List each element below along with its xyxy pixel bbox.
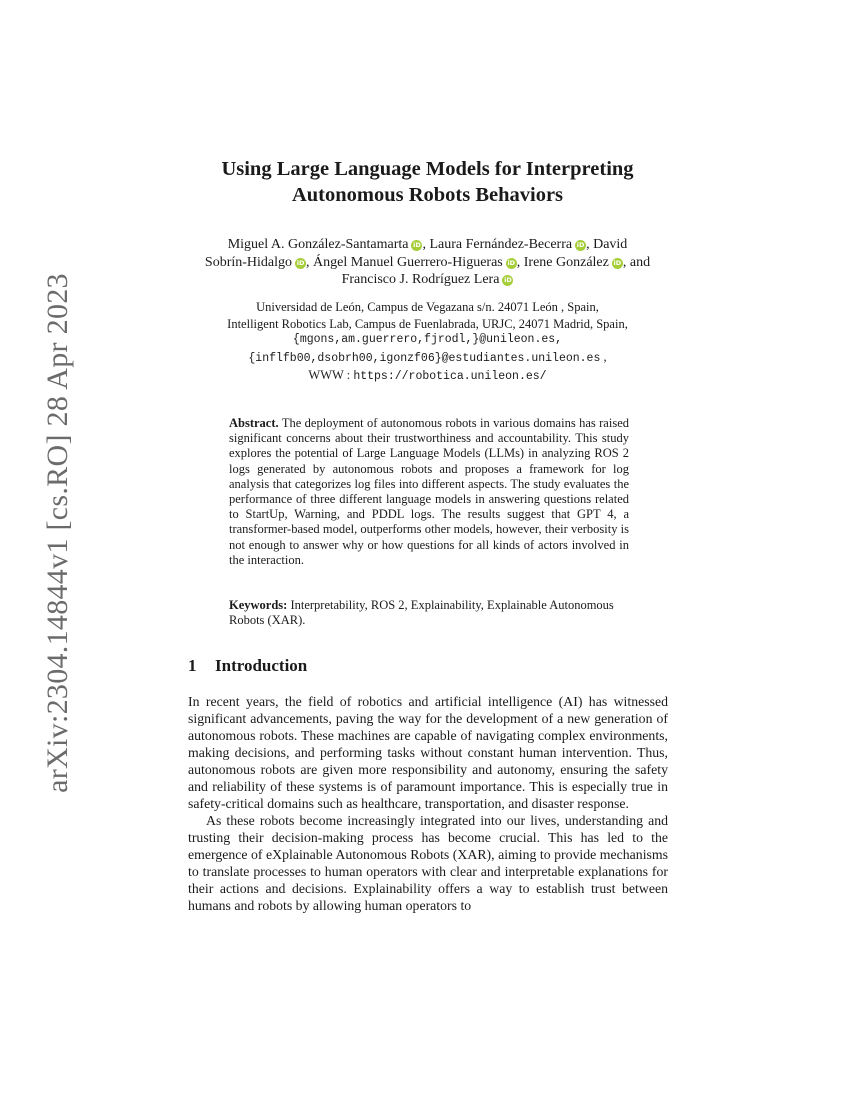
abstract-text: The deployment of autonomous robots in various domains has raised significant concerns about their trustworthiness and accountability. This study explores the potential of Large Language Models (LLMs) in analyzing ROS 2 logs generated by autonomous robots and proposes a framework for log analysis that categorizes log files into different aspects. The study evaluates the performance of three different language models in answering questions related to StartUp, Warning, and PDDL logs. The results suggest that GPT 4, a transformer-based model, outperforms other models, however, their verbosity is not enough to answer why or how questions for all kinds of actors involved in the interaction. [229,416,629,567]
author-separator: , [422,237,430,252]
author-line-2 [185,254,670,272]
author-separator: , [516,254,524,270]
orcid-icon[interactable]: iD [613,258,622,267]
paper-title [185,156,670,208]
website-line [185,367,670,386]
email-text: {inflfb00,dsobrh00,igonzf06}@estudiantes.unileon.es [248,351,601,365]
author-name: Ángel Manuel Guerrero-Higueras [313,254,503,270]
orcid-icon[interactable]: iD [413,241,421,249]
author-name: Francisco J. Rodríguez Lera [341,272,500,287]
title-line-1: Using Large Language Models for Interpreting [221,158,634,180]
author-separator: , [586,237,594,252]
orcid-icon[interactable]: iD [296,258,305,267]
website-label: WWW : [308,368,354,382]
affiliation-line: Intelligent Robotics Lab, Campus de Fuenlabrada, URJC, 24071 Madrid, Spain, [227,316,628,331]
arxiv-identifier-text: arXiv:2304.14844v1 [cs.RO] 28 Apr 2023 [41,272,74,793]
author-separator: , [306,254,314,270]
author-name: David [593,237,628,252]
author-name: Laura Fernández-Becerra [429,237,573,252]
keywords-label: Keywords: [229,598,288,612]
abstract [229,416,629,568]
keywords-text: Interpretability, ROS 2, Explainability, Explainable Autonomous Robots (XAR). [229,598,614,628]
keywords [229,598,629,628]
orcid-icon[interactable]: iD [576,241,585,249]
author-name: Irene González [523,254,609,270]
section-number: 1 [188,656,197,675]
affiliation-block [185,299,670,386]
title-line-2: Autonomous Robots Behaviors [291,184,564,206]
paragraph: In recent years, the field of robotics and artificial intelligence (AI) has witnessed significant advancements, paving the way for the development of a new generation of autonomous robots. These machines are capable of navigating complex environments, making decisions, and performing tasks without constant human intervention. Thus, autonomous robots are given more responsibility and autonomy, ensuring the safety and reliability of these systems is of paramount importance. This is especially true in safety-critical domains such as healthcare, transportation, and disaster response. [188,694,668,811]
author-name: Miguel A. González-Santamarta [227,237,409,252]
paragraph: As these robots become increasingly integrated into our lives, understanding and trusting their decision-making process has become crucial. This has led to the emergence of eXplainable Autonomous Robots (XAR), aiming to provide mechanisms to translate processes to human operators with clear and interpretable explanations for their actions and decisions. Explainability offers a way to establish trust between humans and robots by allowing human operators to [188,813,668,913]
author-separator: , and [622,254,651,270]
orcid-icon[interactable]: iD [504,276,512,284]
email-line-students [185,349,670,368]
arxiv-identifier [38,272,78,793]
email-line: {mgons,am.guerrero,fjrodl,}@unileon.es, [292,333,563,346]
website-link[interactable]: https://robotica.unileon.es/ [353,370,547,383]
author-list [185,236,670,289]
affiliation-line: Universidad de León, Campus de Vegazana s/n. 24071 León , Spain, [256,300,599,314]
author-line-1 [185,236,670,254]
orcid-icon[interactable]: iD [507,258,516,267]
abstract-label: Abstract. [229,416,279,430]
email-suffix: , [600,349,607,364]
author-name: Sobrín-Hidalgo [204,254,293,270]
section-heading-introduction [188,656,307,676]
introduction-body [188,693,668,914]
section-title: Introduction [215,656,308,675]
author-line-3 [185,271,670,289]
